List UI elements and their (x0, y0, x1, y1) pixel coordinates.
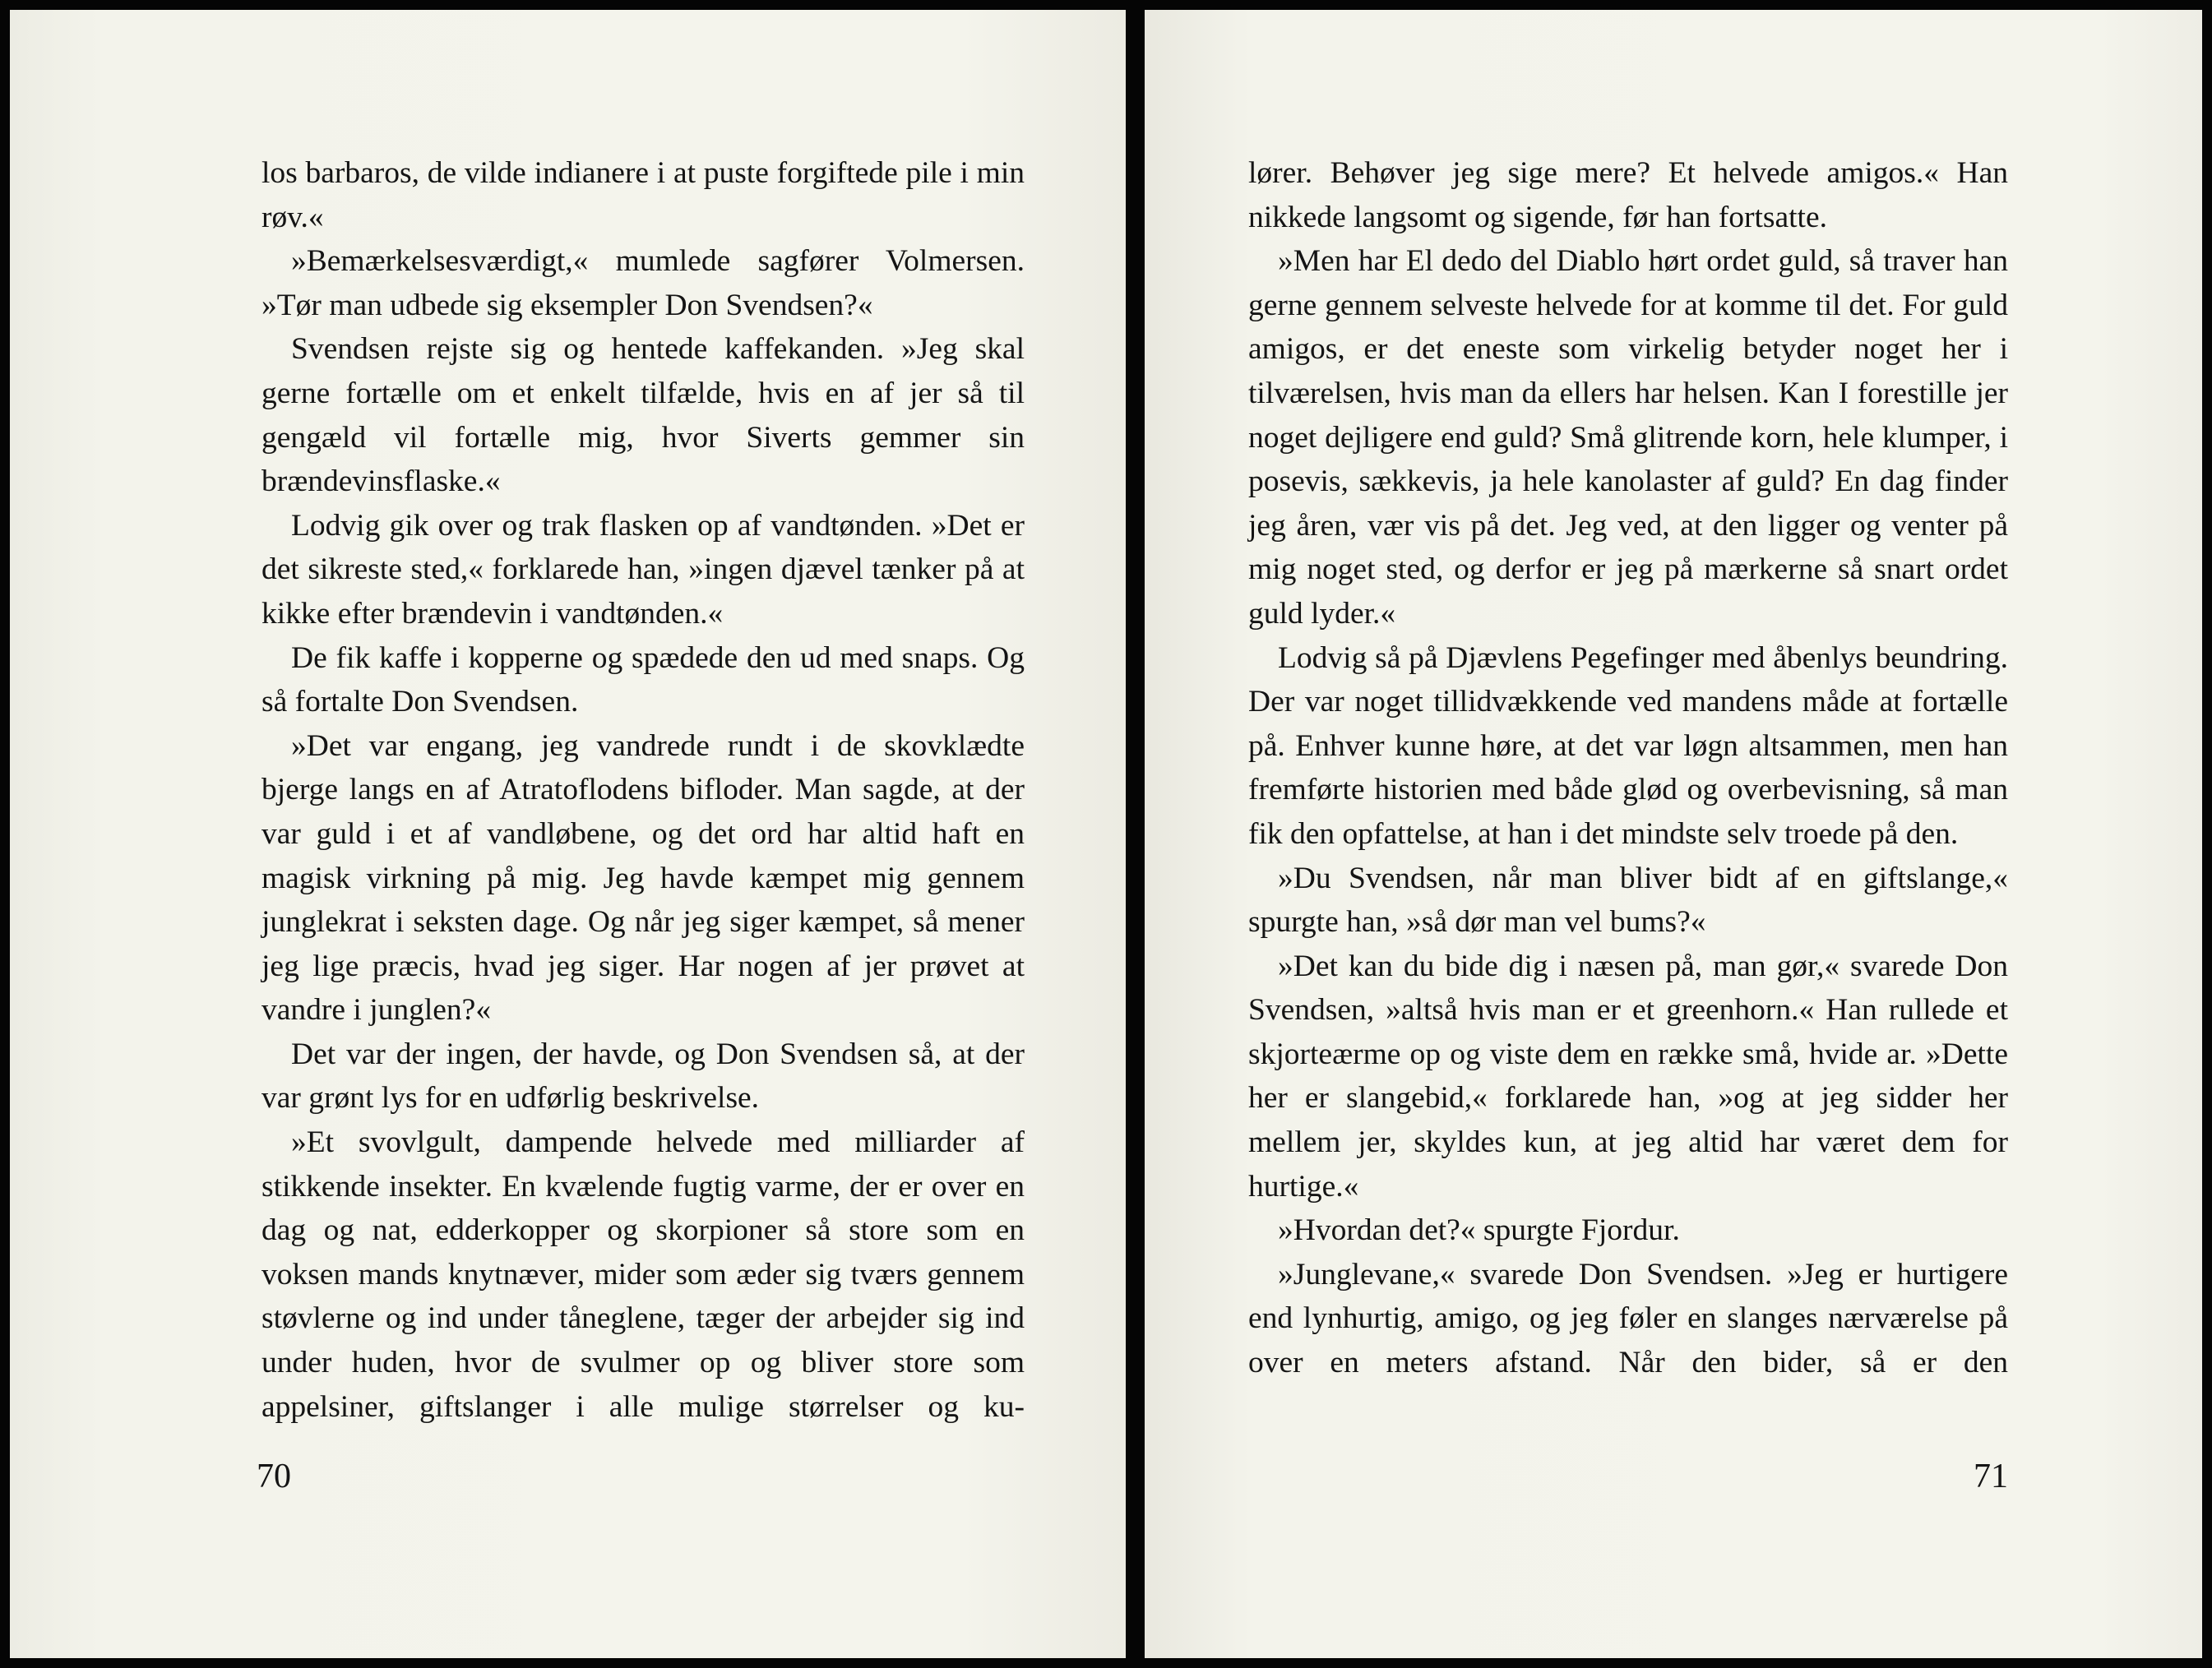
page-number: 70 (257, 1458, 291, 1495)
left-page-text (261, 151, 1025, 1429)
paragraph: »Det var engang, jeg vandrede rundt i de skovklædte bjerge langs en af Atratoflodens bifloder. Man sagde, at der var guld i et af vandløbene, og det ord har altid haft en magisk virkning på mig. Jeg havde kæmpet mig gennem junglekrat i seksten dage. Og når jeg siger kæmpet, så mener jeg lige præcis, hvad jeg siger. Har nogen af jer prøvet at vandre i junglen?« (261, 728, 1025, 1028)
paragraph: »Men har El dedo del Diablo hørt ordet guld, så traver han gerne gennem selveste helvede for at komme til det. For guld amigos, er det eneste som virkelig betyder noget her i tilværelsen, hvis man da ellers har helsen. Kan I forestille jer noget dejligere end guld? Små glitrende korn, hele klumper, i posevis, sækkevis, ja hele kanolaster af guld? En dag finder jeg åren, vær vis på det. Jeg ved, at den ligger og venter på mig noget sted, og derfor er jeg på mærkerne så snart ordet guld lyder.« (1248, 244, 2008, 631)
paragraph: Lodvig så på Djævlens Pegefinger med åbenlys beundring. Der var noget tillidvækkende ved mandens måde at fortælle på. Enhver kunne høre, at det var løgn altsammen, men han fremførte historien med både glød og overbevisning, så man fik den opfattelse, at han i det mindste selv troede på den. (1248, 640, 2008, 851)
right-page-text (1248, 151, 2008, 1385)
paragraph: lører. Behøver jeg sige mere? Et helvede amigos.« Han nikkede langsomt og sigende, før han fortsatte. (1248, 156, 2008, 234)
paragraph: »Bemærkelsesværdigt,« mumlede sagfører Volmersen. »Tør man udbede sig eksempler Don Svendsen?« (261, 244, 1025, 322)
paragraph: Det var der ingen, der havde, og Don Svendsen så, at der var grønt lys for en udførlig beskrivelse. (261, 1037, 1025, 1116)
paragraph: »Du Svendsen, når man bliver bidt af en giftslange,« spurgte han, »så dør man vel bums?« (1248, 861, 2008, 940)
paragraph: De fik kaffe i kopperne og spædede den ud med snaps. Og så fortalte Don Svendsen. (261, 640, 1025, 719)
paragraph: »Junglevane,« svarede Don Svendsen. »Jeg er hurtigere end lynhurtig, amigo, og jeg føler en slanges nærværelse på over en meters afstand. Når den bider, så er den (1248, 1257, 2008, 1380)
page-number: 71 (1974, 1458, 2008, 1495)
paragraph: »Hvordan det?« spurgte Fjordur. (1278, 1213, 1680, 1248)
paragraph: Svendsen rejste sig og hentede kaffekanden. »Jeg skal gerne fortælle om et enkelt tilfælde, hvis en af jer så til gengæld vil fortælle mig, hvor Siverts gemmer sin brændevinsflaske.« (261, 332, 1025, 499)
paragraph: »Det kan du bide dig i næsen på, man gør,« svarede Don Svendsen, »altså hvis man er et greenhorn.« Han rullede et skjorteærme op og viste dem en række små, hvide ar. »Dette her er slangebid,« forklarede han, »og at jeg sidder her mellem jer, skyldes kun, at jeg altid har været dem for hurtige.« (1248, 949, 2008, 1204)
left-page (10, 10, 1126, 1658)
right-page (1145, 10, 2202, 1658)
paragraph: Lodvig gik over og trak flasken op af vandtønden. »Det er det sikreste sted,« forklarede han, »ingen djævel tænker på at kikke efter brændevin i vandtønden.« (261, 508, 1025, 631)
paragraph: »Et svovlgult, dampende helvede med milliarder af stikkende insekter. En kvælende fugtig varme, der er over en dag og nat, edderkopper og skorpioner så store som en voksen mands knytnæver, mider som æder sig tværs gennem støvlerne og ind under tåneglene, tæger der arbejder sig ind under huden, hvor de svulmer op og bliver store som appelsiner, giftslanger i alle mulige størrelser og ku- (261, 1125, 1025, 1424)
paragraph: los barbaros, de vilde indianere i at puste forgiftede pile i min røv.« (261, 156, 1025, 234)
